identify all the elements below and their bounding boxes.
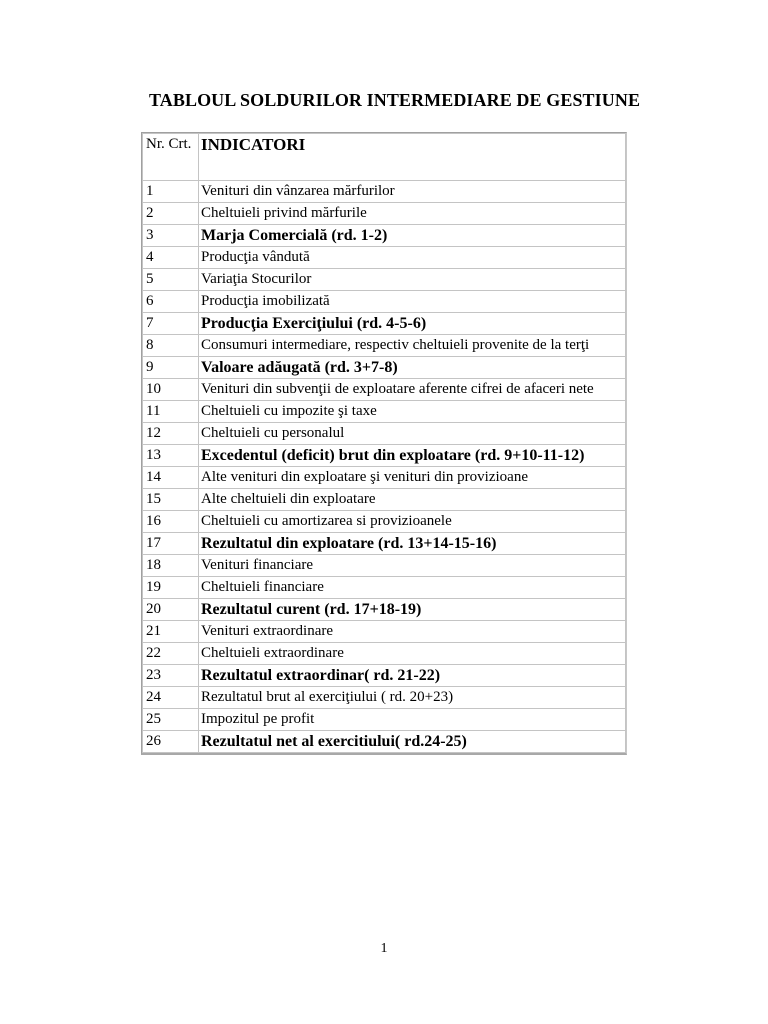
row-number: 26 bbox=[143, 731, 199, 753]
row-number: 24 bbox=[143, 687, 199, 709]
table-row bbox=[143, 511, 626, 533]
row-indicator: Alte cheltuieli din exploatare bbox=[199, 489, 626, 511]
table-row bbox=[143, 401, 626, 423]
row-number: 15 bbox=[143, 489, 199, 511]
table-row bbox=[143, 181, 626, 203]
row-number: 23 bbox=[143, 665, 199, 687]
table-row bbox=[143, 335, 626, 357]
row-indicator: Cheltuieli extraordinare bbox=[199, 643, 626, 665]
row-number: 14 bbox=[143, 467, 199, 489]
row-indicator: Producţia vândută bbox=[199, 247, 626, 269]
table-row bbox=[143, 731, 626, 753]
row-indicator: Venituri extraordinare bbox=[199, 621, 626, 643]
row-number: 13 bbox=[143, 445, 199, 467]
row-number: 18 bbox=[143, 555, 199, 577]
header-indicatori: INDICATORI bbox=[199, 134, 626, 181]
table-row bbox=[143, 533, 626, 555]
row-indicator: Variaţia Stocurilor bbox=[199, 269, 626, 291]
row-number: 25 bbox=[143, 709, 199, 731]
row-number: 20 bbox=[143, 599, 199, 621]
indicators-table bbox=[141, 132, 627, 755]
table-row bbox=[143, 291, 626, 313]
table-row bbox=[143, 665, 626, 687]
row-indicator: Rezultatul net al exercitiului( rd.24-25) bbox=[199, 731, 626, 753]
row-indicator: Rezultatul curent (rd. 17+18-19) bbox=[199, 599, 626, 621]
row-indicator: Alte venituri din exploatare şi venituri din provizioane bbox=[199, 467, 626, 489]
row-indicator: Cheltuieli cu amortizarea si provizioanele bbox=[199, 511, 626, 533]
table-row bbox=[143, 269, 626, 291]
row-indicator: Excedentul (deficit) brut din exploatare (rd. 9+10-11-12) bbox=[199, 445, 626, 467]
table-row bbox=[143, 489, 626, 511]
header-nr-crt: Nr. Crt. bbox=[143, 134, 199, 181]
row-indicator: Cheltuieli privind mărfurile bbox=[199, 203, 626, 225]
row-number: 4 bbox=[143, 247, 199, 269]
table-row bbox=[143, 555, 626, 577]
table-row bbox=[143, 313, 626, 335]
table-header-row bbox=[143, 134, 626, 181]
page-number: 1 bbox=[380, 941, 388, 956]
page-title: TABLOUL SOLDURILOR INTERMEDIARE DE GESTIUNE bbox=[149, 90, 641, 110]
table-row bbox=[143, 423, 626, 445]
row-indicator: Cheltuieli cu impozite şi taxe bbox=[199, 401, 626, 423]
table-row bbox=[143, 445, 626, 467]
row-number: 17 bbox=[143, 533, 199, 555]
row-indicator: Venituri din subvenţii de exploatare aferente cifrei de afaceri nete bbox=[199, 379, 626, 401]
table-row bbox=[143, 687, 626, 709]
row-indicator: Consumuri intermediare, respectiv cheltuieli provenite de la terţi bbox=[199, 335, 626, 357]
row-number: 5 bbox=[143, 269, 199, 291]
table-row bbox=[143, 467, 626, 489]
row-number: 1 bbox=[143, 181, 199, 203]
row-number: 11 bbox=[143, 401, 199, 423]
table-row bbox=[143, 599, 626, 621]
row-indicator: Valoare adăugată (rd. 3+7-8) bbox=[199, 357, 626, 379]
row-number: 12 bbox=[143, 423, 199, 445]
table-row bbox=[143, 577, 626, 599]
row-indicator: Producţia Exerciţiului (rd. 4-5-6) bbox=[199, 313, 626, 335]
row-number: 22 bbox=[143, 643, 199, 665]
row-indicator: Rezultatul brut al exerciţiului ( rd. 20+23) bbox=[199, 687, 626, 709]
row-number: 19 bbox=[143, 577, 199, 599]
row-number: 9 bbox=[143, 357, 199, 379]
table-row bbox=[143, 203, 626, 225]
row-number: 2 bbox=[143, 203, 199, 225]
row-number: 3 bbox=[143, 225, 199, 247]
row-number: 16 bbox=[143, 511, 199, 533]
row-number: 10 bbox=[143, 379, 199, 401]
row-number: 6 bbox=[143, 291, 199, 313]
table-row bbox=[143, 621, 626, 643]
row-number: 7 bbox=[143, 313, 199, 335]
row-indicator: Rezultatul extraordinar( rd. 21-22) bbox=[199, 665, 626, 687]
table-row bbox=[143, 379, 626, 401]
table-row bbox=[143, 643, 626, 665]
row-indicator: Cheltuieli financiare bbox=[199, 577, 626, 599]
row-indicator: Rezultatul din exploatare (rd. 13+14-15-16) bbox=[199, 533, 626, 555]
row-indicator: Venituri din vânzarea mărfurilor bbox=[199, 181, 626, 203]
table-row bbox=[143, 247, 626, 269]
row-number: 21 bbox=[143, 621, 199, 643]
table-row bbox=[143, 709, 626, 731]
table-row bbox=[143, 357, 626, 379]
row-indicator: Marja Comercială (rd. 1-2) bbox=[199, 225, 626, 247]
row-indicator: Producţia imobilizată bbox=[199, 291, 626, 313]
row-number: 8 bbox=[143, 335, 199, 357]
table-row bbox=[143, 225, 626, 247]
row-indicator: Cheltuieli cu personalul bbox=[199, 423, 626, 445]
row-indicator: Impozitul pe profit bbox=[199, 709, 626, 731]
row-indicator: Venituri financiare bbox=[199, 555, 626, 577]
